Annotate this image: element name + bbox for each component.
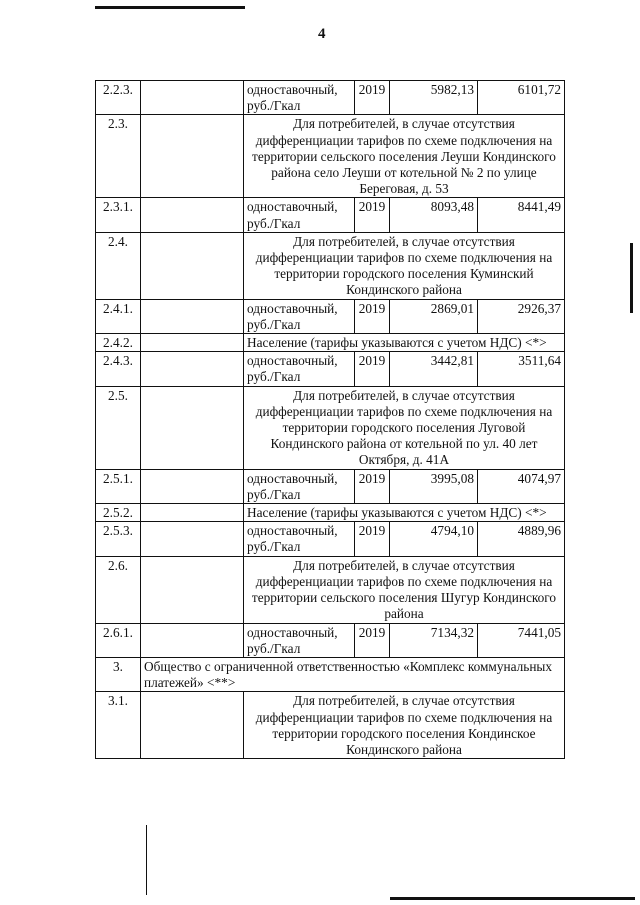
table-row: [96, 299, 565, 333]
scan-line-right-edge: [630, 243, 633, 313]
row-number-cell: 2.5.: [96, 386, 141, 469]
tariff-value-second-half: 4074,97: [478, 469, 565, 503]
empty-cell: [141, 522, 244, 556]
row-number-cell: 2.5.1.: [96, 469, 141, 503]
tariff-type-cell: одноставочный, руб./Гкал: [244, 299, 355, 333]
empty-cell: [141, 232, 244, 299]
row-number-cell: 2.4.1.: [96, 299, 141, 333]
empty-cell: [141, 469, 244, 503]
row-number-cell: 2.2.3.: [96, 81, 141, 115]
scan-line-top: [95, 6, 245, 9]
table-row: [96, 692, 565, 759]
scan-line-left-bottom: [146, 825, 147, 895]
year-cell: 2019: [355, 352, 390, 386]
year-cell: 2019: [355, 81, 390, 115]
row-number-cell: 2.4.: [96, 232, 141, 299]
tariff-value-second-half: 7441,05: [478, 623, 565, 657]
tariff-type-cell: одноставочный, руб./Гкал: [244, 81, 355, 115]
tariff-value-first-half: 7134,32: [390, 623, 478, 657]
row-number-cell: 3.1.: [96, 692, 141, 759]
table-row: [96, 232, 565, 299]
year-cell: 2019: [355, 198, 390, 232]
tariff-value-first-half: 3442,81: [390, 352, 478, 386]
table-row: [96, 623, 565, 657]
row-number-cell: 2.6.1.: [96, 623, 141, 657]
row-number-cell: 3.: [96, 657, 141, 691]
row-number-cell: 2.4.3.: [96, 352, 141, 386]
table-row: [96, 386, 565, 469]
tariff-value-second-half: 6101,72: [478, 81, 565, 115]
table-row: [96, 352, 565, 386]
table-row: [96, 115, 565, 198]
table-row: [96, 198, 565, 232]
row-number-cell: 2.4.2.: [96, 334, 141, 352]
tariff-type-cell: одноставочный, руб./Гкал: [244, 623, 355, 657]
empty-cell: [141, 623, 244, 657]
tariff-value-first-half: 4794,10: [390, 522, 478, 556]
empty-cell: [141, 198, 244, 232]
empty-cell: [141, 504, 244, 522]
empty-cell: [141, 115, 244, 198]
row-number-cell: 2.6.: [96, 556, 141, 623]
empty-cell: [141, 81, 244, 115]
tariff-value-second-half: 3511,64: [478, 352, 565, 386]
year-cell: 2019: [355, 299, 390, 333]
population-note-cell: Население (тарифы указываются с учетом НДС) <*>: [244, 504, 565, 522]
tariff-type-cell: одноставочный, руб./Гкал: [244, 522, 355, 556]
table-row: [96, 556, 565, 623]
tariff-table: [95, 80, 565, 759]
empty-cell: [141, 352, 244, 386]
tariff-value-second-half: 4889,96: [478, 522, 565, 556]
empty-cell: [141, 386, 244, 469]
table-row: [96, 469, 565, 503]
year-cell: 2019: [355, 522, 390, 556]
tariff-value-first-half: 8093,48: [390, 198, 478, 232]
empty-cell: [141, 299, 244, 333]
organization-name-cell: Общество с ограниченной ответственностью «Комплекс коммунальных платежей» <**>: [141, 657, 565, 691]
section-heading-cell: Для потребителей, в случае отсутствия дифференциации тарифов по схеме подключения на территории сельского поселения Шугур Кондинского района: [244, 556, 565, 623]
section-heading-cell: Для потребителей, в случае отсутствия дифференциации тарифов по схеме подключения на территории городского поселения Куминский Кондинского района: [244, 232, 565, 299]
row-number-cell: 2.5.2.: [96, 504, 141, 522]
tariff-type-cell: одноставочный, руб./Гкал: [244, 469, 355, 503]
empty-cell: [141, 334, 244, 352]
tariff-type-cell: одноставочный, руб./Гкал: [244, 198, 355, 232]
year-cell: 2019: [355, 623, 390, 657]
tariff-value-second-half: 2926,37: [478, 299, 565, 333]
tariff-value-first-half: 2869,01: [390, 299, 478, 333]
section-heading-cell: Для потребителей, в случае отсутствия дифференциации тарифов по схеме подключения на территории городского поселения Кондинское Кондинского района: [244, 692, 565, 759]
year-cell: 2019: [355, 469, 390, 503]
empty-cell: [141, 556, 244, 623]
section-heading-cell: Для потребителей, в случае отсутствия дифференциации тарифов по схеме подключения на территории сельского поселения Леуши Кондинского района село Леуши от котельной № 2 по улице Береговая, д. 53: [244, 115, 565, 198]
section-heading-cell: Для потребителей, в случае отсутствия дифференциации тарифов по схеме подключения на территории городского поселения Луговой Кондинского района от котельной по ул. 40 лет Октября, д. 41А: [244, 386, 565, 469]
tariff-table-body: [96, 81, 565, 759]
table-row: [96, 657, 565, 691]
tariff-value-first-half: 5982,13: [390, 81, 478, 115]
table-row: [96, 522, 565, 556]
table-row: [96, 81, 565, 115]
tariff-value-first-half: 3995,08: [390, 469, 478, 503]
population-note-cell: Население (тарифы указываются с учетом НДС) <*>: [244, 334, 565, 352]
table-row: [96, 504, 565, 522]
table-row: [96, 334, 565, 352]
row-number-cell: 2.5.3.: [96, 522, 141, 556]
page-number: 4: [318, 26, 326, 42]
row-number-cell: 2.3.: [96, 115, 141, 198]
tariff-value-second-half: 8441,49: [478, 198, 565, 232]
tariff-type-cell: одноставочный, руб./Гкал: [244, 352, 355, 386]
empty-cell: [141, 692, 244, 759]
scan-line-bottom: [390, 897, 635, 900]
row-number-cell: 2.3.1.: [96, 198, 141, 232]
